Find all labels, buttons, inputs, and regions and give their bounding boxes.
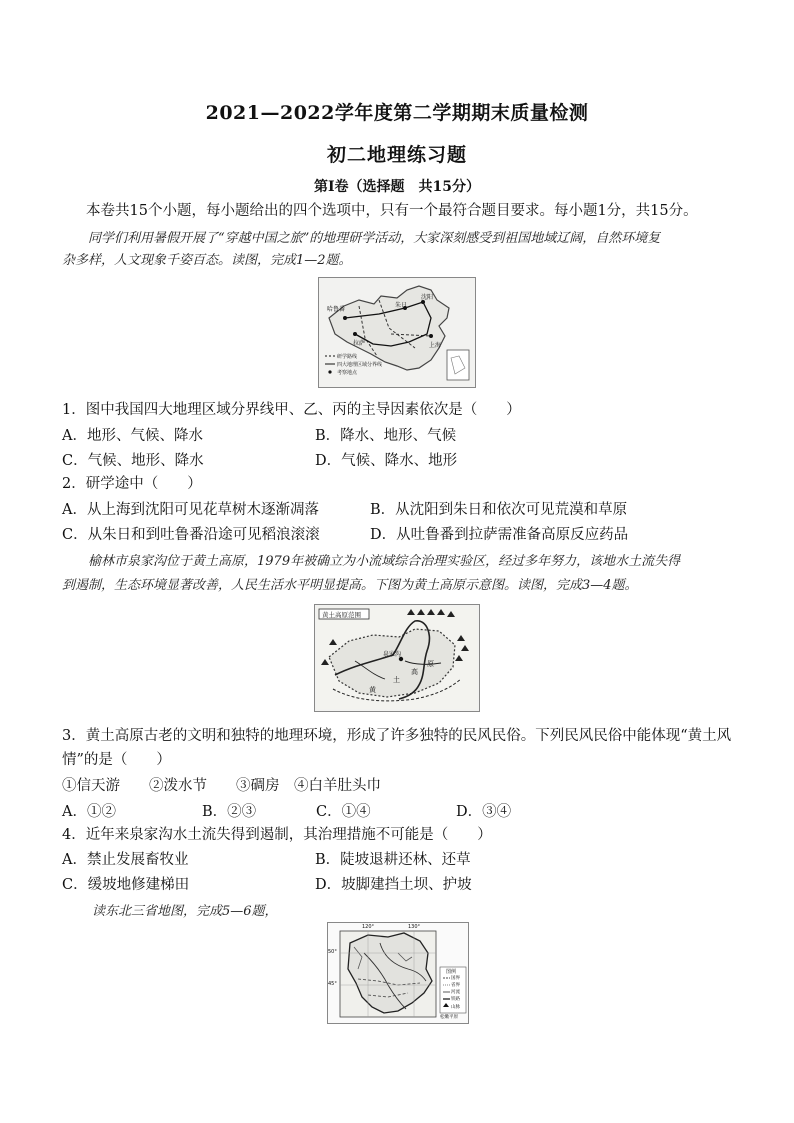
map1-label-zhuri: 朱日: [395, 302, 408, 309]
q1-stem: 1．图中我国四大地理区域分界线甲、乙、丙的主导因素依次是（ ）: [62, 402, 521, 418]
map1-legend-site: 考察地点: [337, 370, 358, 376]
map3-legend-province: 省界: [451, 983, 460, 988]
q2-option-b[interactable]: B．从沈阳到朱日和依次可见荒漠和草原: [370, 502, 628, 518]
northeast-china-map: [327, 922, 469, 1024]
instructions: 本卷共15个小题，每小题给出的四个选项中，只有一个最符合题目要求。每小题1分，共15分。: [86, 203, 698, 219]
q1-option-c[interactable]: C．气候、地形、降水: [62, 453, 204, 469]
passage-2-line-1: 榆林市泉家沟位于黄土高原，1979年被确立为小流域综合治理实验区，经过多年努力，该地水土流失得: [88, 554, 681, 569]
map2-label-huang: 黄: [369, 686, 376, 694]
passage-3: 读东北三省地图，完成5—6题，: [92, 904, 278, 919]
q4-option-a[interactable]: A．禁止发展畜牧业: [62, 852, 189, 868]
map3-lat-45: 45°: [328, 981, 337, 987]
map1-legend-route: 研学路线: [337, 354, 358, 360]
map3-lon-120: 120°: [362, 924, 375, 930]
q1-option-b[interactable]: B．降水、地形、气候: [315, 428, 457, 444]
map3-note: 松嫩平原: [440, 1015, 458, 1020]
q3-option-a[interactable]: A．①②: [62, 804, 116, 820]
map1-label-tulufan: 哈鲁番: [327, 306, 346, 313]
map1-legend-boundary: 四大地理区域分界线: [337, 362, 383, 368]
loess-plateau-map: [314, 604, 480, 712]
map2-label-yuan: 原: [427, 660, 434, 668]
map3-legend-railway: 铁路: [451, 997, 460, 1002]
map3-legend-title: 图例: [446, 969, 457, 975]
passage-1-line-2: 杂多样，人文现象千姿百态。读图，完成1—2题。: [62, 253, 352, 268]
q3-stem-line-2: 情”的是（ ）: [62, 752, 171, 768]
map3-legend-river: 河流: [451, 990, 460, 995]
q4-option-c[interactable]: C．缓坡地修建梯田: [62, 877, 190, 893]
q3-option-c[interactable]: C．①④: [316, 804, 371, 820]
passage-1-line-1: 同学们利用暑假开展了“穿越中国之旅”的地理研学活动，大家深刻感受到祖国地域辽阔，自然环境复: [88, 231, 661, 246]
map2-label-gao: 高: [411, 668, 418, 676]
exam-subtitle: 初二地理练习题: [326, 144, 467, 166]
q1-option-d[interactable]: D．气候、降水、地形: [315, 453, 458, 469]
map1-label-lasa: 拉萨: [353, 340, 366, 347]
map1-label-shanghai: 上海: [429, 342, 442, 349]
q3-stem-line-1: 3．黄土高原古老的文明和独特的地理环境，形成了许多独特的民风民俗。下列民风民俗中能体现“黄土风: [62, 728, 732, 744]
china-route-map: [318, 277, 476, 388]
q4-stem: 4．近年来泉家沟水土流失得到遏制，其治理措施不可能是（ ）: [62, 827, 492, 843]
q2-option-a[interactable]: A．从上海到沈阳可见花草树木逐渐凋落: [62, 502, 319, 518]
q4-option-d[interactable]: D．坡脚建挡土坝、护坡: [315, 877, 472, 893]
map2-legend: 黄土高原范围: [322, 611, 361, 619]
map3-legend-mountain: 山脉: [451, 1005, 460, 1010]
q3-items: ①信天游 ②泼水节 ③碉房 ④白羊肚头巾: [62, 778, 381, 794]
section-heading: 第Ⅰ卷（选择题 共15分）: [313, 179, 481, 195]
q2-option-d[interactable]: D．从吐鲁番到拉萨需准备高原反应药品: [370, 527, 629, 543]
q1-option-a[interactable]: A．地形、气候、降水: [62, 428, 203, 444]
exam-title: 2021—2022学年度第二学期期末质量检测: [205, 102, 589, 124]
passage-2-line-2: 到遏制，生态环境显著改善，人民生活水平明显提高。下图为黄土高原示意图。读图，完成3—4题。: [62, 578, 638, 593]
q4-option-b[interactable]: B．陡坡退耕还林、还草: [315, 852, 471, 868]
map3-lon-130: 130°: [408, 924, 421, 930]
q2-option-c[interactable]: C．从朱日和到吐鲁番沿途可见稻浪滚滚: [62, 527, 320, 543]
map2-label-tu: 土: [393, 676, 400, 684]
map2-label-quanjiagou: 泉家沟: [383, 651, 402, 658]
q3-option-d[interactable]: D．③④: [456, 804, 512, 820]
q2-stem: 2．研学途中（ ）: [62, 476, 202, 492]
map1-label-shenyang: 沈阳: [421, 294, 434, 301]
map3-legend-border: 国界: [451, 976, 460, 981]
q3-option-b[interactable]: B．②③: [202, 804, 257, 820]
map3-lat-50: 50°: [328, 949, 337, 955]
